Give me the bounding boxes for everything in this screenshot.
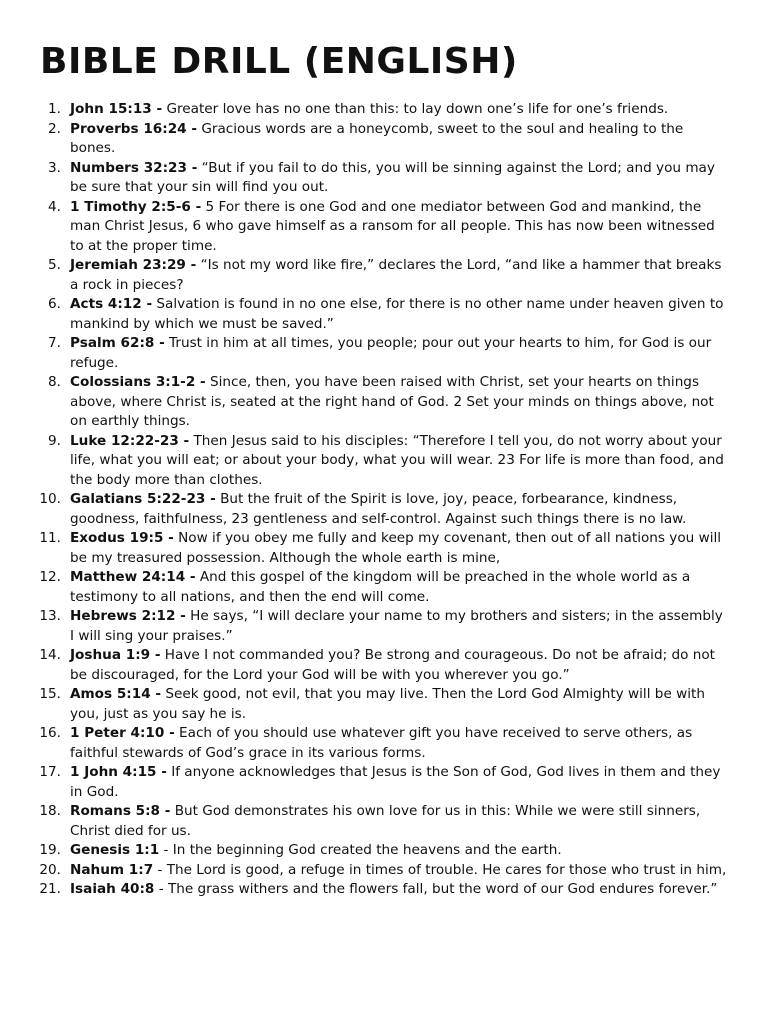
verse-number: 12.: [39, 569, 61, 585]
verse-number: 8.: [48, 374, 61, 390]
verse-number: 1.: [48, 101, 61, 117]
verse-item: [0, 763, 768, 802]
verse-item: [0, 334, 768, 373]
verse-text: Each of you should use whatever gift you have received to serve others, as faithful stewards of God’s grace in its various forms.: [70, 725, 693, 761]
verse-reference: 1 John 4:15 -: [70, 764, 167, 780]
verse-text: “But if you fail to do this, you will be sinning against the Lord; and you may be sure that your sin will find you out.: [70, 159, 715, 195]
verse-text: He says, “I will declare your name to my brothers and sisters; in the assembly I will sing your praises.”: [70, 608, 723, 644]
verse-item: [0, 607, 768, 646]
verse-item: [0, 568, 768, 607]
verse-number: 17.: [39, 764, 61, 780]
verse-item: [0, 120, 768, 159]
verse-number: 7.: [48, 335, 61, 351]
verse-item: [0, 198, 768, 257]
verse-reference: Exodus 19:5 -: [70, 530, 174, 546]
verse-text: Since, then, you have been raised with Christ, set your hearts on things above, where Christ is, seated at the right hand of God. 2 Set your minds on things above, not on earthly things.: [70, 374, 714, 429]
verse-item: [0, 646, 768, 685]
verse-list: [0, 100, 768, 900]
verse-text: Trust in him at all times, you people; pour out your hearts to him, for God is our refuge.: [70, 335, 712, 371]
verse-item: [0, 841, 768, 861]
verse-text: Have I not commanded you? Be strong and courageous. Do not be afraid; do not be discouraged, for the Lord your God will be with you wherever you go.”: [70, 647, 716, 683]
verse-reference: Joshua 1:9 -: [70, 647, 161, 663]
verse-item: [0, 100, 768, 120]
verse-item: [0, 880, 768, 900]
verse-text: “Is not my word like fire,” declares the Lord, “and like a hammer that breaks a rock in pieces?: [70, 257, 722, 293]
verse-item: [0, 490, 768, 529]
verse-number: 19.: [39, 842, 61, 858]
verse-text: 5 For there is one God and one mediator between God and mankind, the man Christ Jesus, 6 who gave himself as a ransom for all people. This has now been witnessed to at the proper time.: [70, 198, 715, 254]
verse-item: [0, 295, 768, 334]
verse-reference: Amos 5:14 -: [70, 686, 162, 702]
verse-reference: Numbers 32:23 -: [70, 159, 198, 176]
verse-number: 16.: [39, 725, 61, 741]
verse-text: And this gospel of the kingdom will be preached in the whole world as a testimony to all nations, and then the end will come.: [70, 569, 691, 605]
verse-number: 11.: [39, 530, 61, 546]
verse-item: [0, 685, 768, 724]
verse-number: 6.: [48, 296, 61, 312]
verse-reference: 1 Peter 4:10 -: [70, 725, 175, 741]
verse-text: Seek good, not evil, that you may live. Then the Lord God Almighty will be with you, just as you say he is.: [70, 686, 705, 722]
verse-number: 5.: [48, 257, 61, 273]
verse-reference: Jeremiah 23:29 -: [70, 257, 197, 273]
verse-text: Greater love has no one than this: to lay down one’s life for one’s friends.: [162, 101, 669, 117]
verse-number: 3.: [48, 159, 61, 176]
verse-text: - The Lord is good, a refuge in times of trouble. He cares for those who trust in him,: [153, 861, 727, 878]
verse-text: But God demonstrates his own love for us in this: While we were still sinners, Christ died for us.: [70, 803, 701, 839]
page-title: BIBLE DRILL (ENGLISH): [40, 41, 518, 82]
verse-number: 20.: [39, 861, 61, 878]
verse-reference: John 15:13 -: [70, 101, 163, 117]
verse-item: [0, 802, 768, 841]
verse-number: 18.: [39, 803, 61, 819]
verse-number: 10.: [39, 491, 61, 507]
verse-reference: Isaiah 40:8: [70, 881, 155, 897]
verse-item: [0, 256, 768, 295]
verse-number: 9.: [48, 432, 61, 449]
verse-item: [0, 861, 768, 881]
verse-item: [0, 724, 768, 763]
verse-text: - The grass withers and the flowers fall, but the word of our God endures forever.”: [154, 881, 718, 897]
verse-item: [0, 432, 768, 491]
verse-number: 2.: [48, 120, 61, 137]
verse-number: 4.: [48, 198, 61, 215]
verse-reference: Colossians 3:1-2 -: [70, 374, 206, 390]
verse-text: Gracious words are a honeycomb, sweet to the soul and healing to the bones.: [70, 120, 684, 156]
verse-text: Now if you obey me fully and keep my covenant, then out of all nations you will be my treasured possession. Although the whole earth is mine,: [70, 530, 722, 566]
verse-reference: Proverbs 16:24 -: [70, 120, 197, 137]
verse-number: 21.: [39, 881, 61, 897]
verse-item: [0, 529, 768, 568]
verse-text: But the fruit of the Spirit is love, joy, peace, forbearance, kindness, goodness, faithfulness, 23 gentleness and self-control. Against such things there is no law.: [70, 491, 687, 527]
verse-reference: Genesis 1:1: [70, 842, 160, 858]
verse-reference: 1 Timothy 2:5-6 -: [70, 198, 202, 215]
verse-reference: Psalm 62:8 -: [70, 335, 165, 351]
verse-number: 15.: [39, 686, 61, 702]
verse-number: 14.: [39, 647, 61, 663]
verse-text: If anyone acknowledges that Jesus is the Son of God, God lives in them and they in God.: [70, 764, 721, 800]
verse-item: [0, 159, 768, 198]
verse-item: [0, 373, 768, 432]
verse-text: Then Jesus said to his disciples: “Therefore I tell you, do not worry about your life, what you will eat; or about your body, what you will wear. 23 For life is more than food, and the body more than clothes.: [70, 432, 724, 488]
verse-reference: Nahum 1:7: [70, 861, 154, 878]
verse-reference: Luke 12:22-23 -: [70, 432, 190, 449]
verse-reference: Romans 5:8 -: [70, 803, 171, 819]
verse-text: Salvation is found in no one else, for there is no other name under heaven given to mankind by which we must be saved.”: [70, 296, 724, 332]
verse-reference: Hebrews 2:12 -: [70, 608, 186, 624]
verse-text: - In the beginning God created the heavens and the earth.: [159, 842, 562, 858]
verse-reference: Matthew 24:14 -: [70, 569, 196, 585]
verse-reference: Galatians 5:22-23 -: [70, 491, 216, 507]
verse-number: 13.: [39, 608, 61, 624]
verse-reference: Acts 4:12 -: [70, 296, 153, 312]
